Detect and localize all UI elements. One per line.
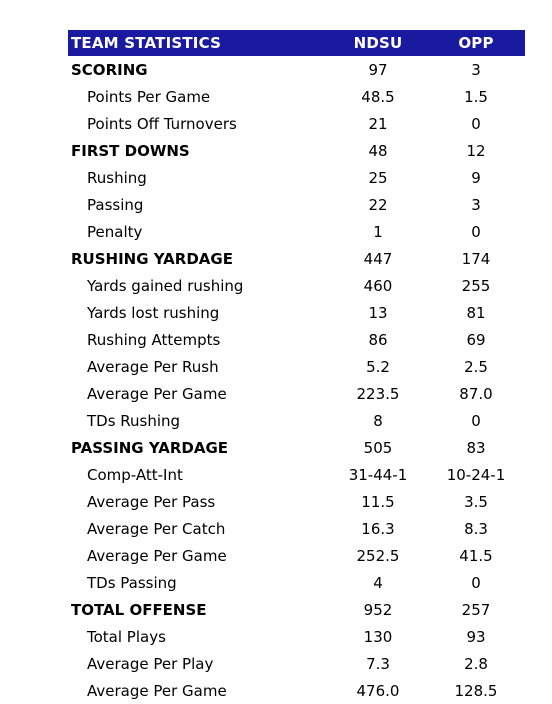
stat-row [68, 488, 525, 515]
stat-row [68, 569, 525, 596]
stat-row [68, 164, 525, 191]
stat-label: Passing [87, 195, 144, 214]
opp-value: 257 [461, 600, 491, 619]
section-label: TOTAL OFFENSE [71, 600, 207, 619]
opp-value: 3.5 [464, 492, 488, 511]
opp-value: 3 [471, 60, 481, 79]
table-header-row [68, 30, 525, 56]
stat-label: Total Plays [87, 627, 166, 646]
section-row [68, 245, 525, 272]
stat-row [68, 326, 525, 353]
section-label: SCORING [71, 60, 148, 79]
stat-label: Rushing Attempts [87, 330, 221, 349]
stat-row [68, 407, 525, 434]
section-row [68, 56, 525, 83]
ndsu-value: 13 [368, 303, 388, 322]
stat-label: TDs Rushing [87, 411, 181, 430]
stat-row [68, 218, 525, 245]
opp-value: 69 [466, 330, 486, 349]
ndsu-value: 21 [368, 114, 388, 133]
ndsu-value: 223.5 [356, 384, 400, 403]
ndsu-value: 130 [363, 627, 393, 646]
stat-row [68, 542, 525, 569]
stat-label: Points Per Game [87, 87, 211, 106]
ndsu-value: 460 [363, 276, 393, 295]
stat-label: Points Off Turnovers [87, 114, 237, 133]
opp-value: 10-24-1 [446, 465, 506, 484]
ndsu-value: 86 [368, 330, 388, 349]
table-body [68, 56, 525, 704]
opp-value: 0 [471, 114, 481, 133]
stat-label: Rushing [87, 168, 147, 187]
ndsu-value: 48 [368, 141, 388, 160]
opp-value: 93 [466, 627, 486, 646]
opp-value: 87.0 [459, 384, 493, 403]
section-row [68, 596, 525, 623]
ndsu-value: 22 [368, 195, 388, 214]
stat-label: Average Per Play [87, 654, 214, 673]
section-row [68, 137, 525, 164]
ndsu-value: 7.3 [366, 654, 390, 673]
ndsu-value: 5.2 [366, 357, 390, 376]
opp-value: 255 [461, 276, 491, 295]
opp-value: 81 [466, 303, 486, 322]
ndsu-value: 1 [373, 222, 383, 241]
column-header-opp: OPP [427, 30, 525, 56]
stat-label: Penalty [87, 222, 143, 241]
opp-value: 9 [471, 168, 481, 187]
stat-label: Average Per Catch [87, 519, 226, 538]
opp-value: 2.5 [464, 357, 488, 376]
stat-row [68, 83, 525, 110]
stat-label: Average Per Rush [87, 357, 219, 376]
ndsu-value: 505 [363, 438, 393, 457]
stat-row [68, 623, 525, 650]
stat-row [68, 353, 525, 380]
section-row [68, 434, 525, 461]
opp-value: 8.3 [464, 519, 488, 538]
stat-row [68, 110, 525, 137]
section-label: RUSHING YARDAGE [71, 249, 233, 268]
stat-row [68, 272, 525, 299]
stat-row [68, 380, 525, 407]
table-title: TEAM STATISTICS [68, 30, 329, 56]
stat-row [68, 677, 525, 704]
ndsu-value: 447 [363, 249, 393, 268]
stat-label: Average Per Game [87, 384, 227, 403]
ndsu-value: 97 [368, 60, 388, 79]
opp-value: 3 [471, 195, 481, 214]
ndsu-value: 25 [368, 168, 388, 187]
ndsu-value: 48.5 [361, 87, 395, 106]
section-label: PASSING YARDAGE [71, 438, 229, 457]
opp-value: 0 [471, 573, 481, 592]
opp-value: 0 [471, 411, 481, 430]
ndsu-value: 11.5 [361, 492, 395, 511]
stat-row [68, 650, 525, 677]
ndsu-value: 31-44-1 [348, 465, 408, 484]
stat-label: Comp-Att-Int [87, 465, 183, 484]
stat-label: TDs Passing [87, 573, 177, 592]
opp-value: 1.5 [464, 87, 488, 106]
opp-value: 83 [466, 438, 486, 457]
stat-row [68, 191, 525, 218]
ndsu-value: 8 [373, 411, 383, 430]
ndsu-value: 4 [373, 573, 383, 592]
team-statistics-table [68, 30, 525, 704]
opp-value: 0 [471, 222, 481, 241]
stat-label: Average Per Pass [87, 492, 216, 511]
opp-value: 12 [466, 141, 486, 160]
stat-row [68, 461, 525, 488]
column-header-ndsu: NDSU [329, 30, 427, 56]
ndsu-value: 952 [363, 600, 393, 619]
stat-label: Average Per Game [87, 681, 227, 700]
ndsu-value: 252.5 [356, 546, 400, 565]
section-label: FIRST DOWNS [71, 141, 190, 160]
ndsu-value: 16.3 [361, 519, 395, 538]
opp-value: 174 [461, 249, 491, 268]
ndsu-value: 476.0 [356, 681, 400, 700]
stat-row [68, 515, 525, 542]
stat-label: Average Per Game [87, 546, 227, 565]
stat-row [68, 299, 525, 326]
stat-label: Yards lost rushing [87, 303, 220, 322]
opp-value: 128.5 [454, 681, 498, 700]
opp-value: 2.8 [464, 654, 488, 673]
stat-label: Yards gained rushing [87, 276, 244, 295]
opp-value: 41.5 [459, 546, 493, 565]
